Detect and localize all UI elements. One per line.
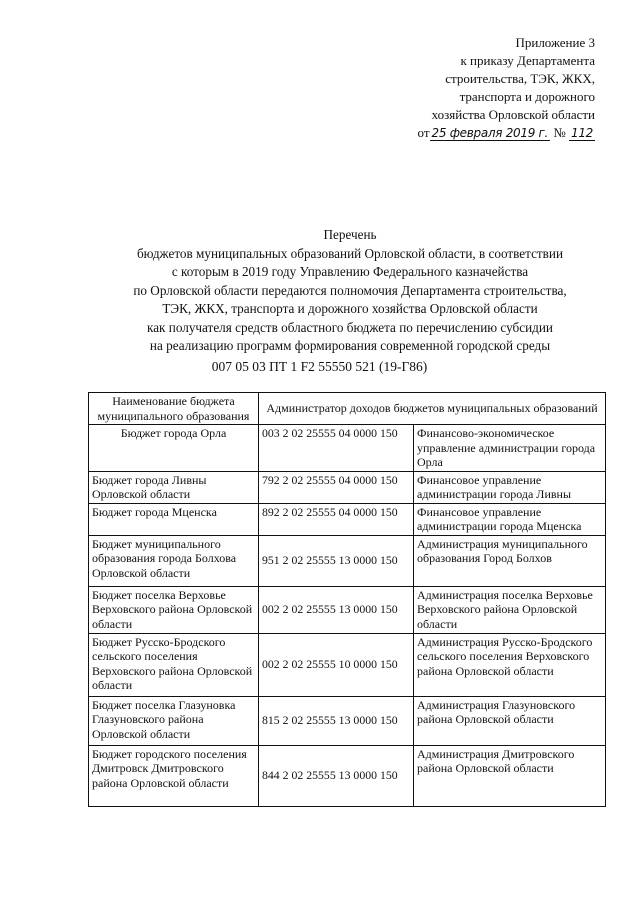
title-line: с которым в 2019 году Управлению Федерального казначейства [171, 264, 529, 279]
order-date-line [418, 124, 595, 142]
revenue-code-cell: 844 2 02 25555 13 0000 150 [259, 745, 414, 806]
table-row [89, 586, 606, 633]
administrator-cell: Администрация поселка Верховье Верховского района Орловской области [414, 586, 606, 633]
appendix-line: строительства, ТЭК, ЖКХ, [445, 71, 595, 86]
administrator-cell: Администрация муниципального образования Город Болхов [414, 535, 606, 586]
table-row [89, 425, 606, 472]
title-line: ТЭК, ЖКХ, транспорта и дорожного хозяйства Орловской области [162, 301, 538, 316]
appendix-line: транспорта и дорожного [459, 89, 595, 104]
header-budget-name: Наименование бюджета муниципального образования [89, 393, 259, 425]
budget-name-cell: Бюджет городского поселения Дмитровск Дмитровского района Орловской области [89, 745, 259, 806]
appendix-line: Приложение 3 [515, 35, 595, 50]
administrator-cell: Администрация Дмитровского района Орловской области [414, 745, 606, 806]
handwritten-number: 112 [570, 126, 593, 140]
number-prefix: № [553, 125, 566, 140]
revenue-code-cell: 815 2 02 25555 13 0000 150 [259, 696, 414, 745]
table-row [89, 696, 606, 745]
table-row [89, 471, 606, 503]
title-line: по Орловской области передаются полномочия Департамента строительства, [133, 282, 567, 298]
budgets-table [88, 392, 606, 807]
title-line: бюджетов муниципальных образований Орловской области, в соответствии [136, 245, 564, 261]
revenue-code-cell: 792 2 02 25555 04 0000 150 [259, 471, 414, 503]
budget-name-cell: Бюджет муниципального образования города Болхова Орловской области [89, 535, 259, 586]
administrator-cell: Финансово-экономическое управление администрации города Орла [414, 425, 606, 472]
appendix-header [418, 34, 595, 142]
revenue-code-cell: 951 2 02 25555 13 0000 150 [259, 535, 414, 586]
header-revenue-administrator: Администратор доходов бюджетов муниципальных образований [259, 393, 606, 425]
table-row [89, 503, 606, 535]
budget-name-cell: Бюджет города Орла [89, 425, 259, 472]
table-row [89, 633, 606, 696]
table-header-row [89, 393, 606, 425]
title-heading: Перечень [323, 227, 377, 242]
budget-name-cell: Бюджет города Ливны Орловской области [89, 471, 259, 503]
handwritten-date: 25 февраля 2019 г. [431, 126, 549, 140]
budget-name-cell: Бюджет поселка Верховье Верховского района Орловской области [89, 586, 259, 633]
revenue-code-cell: 002 2 02 25555 13 0000 150 [259, 586, 414, 633]
table-row [89, 535, 606, 586]
appendix-line: к приказу Департамента [460, 53, 595, 68]
budget-name-cell: Бюджет города Мценска [89, 503, 259, 535]
document-title [70, 226, 630, 356]
administrator-cell: Администрация Глазуновского района Орловской области [414, 696, 606, 745]
revenue-code-cell: 003 2 02 25555 04 0000 150 [259, 425, 414, 472]
administrator-cell: Финансовое управление администрации города Мценска [414, 503, 606, 535]
administrator-cell: Финансовое управление администрации города Ливны [414, 471, 606, 503]
administrator-cell: Администрация Русско-Бродского сельского поселения Верховского района Орловской области [414, 633, 606, 696]
date-prefix: от [417, 125, 430, 140]
budget-classification-code: 007 05 03 ПТ 1 F2 55550 521 (19-Г86) [211, 359, 428, 374]
revenue-code-cell: 892 2 02 25555 04 0000 150 [259, 503, 414, 535]
budget-name-cell: Бюджет Русско-Бродского сельского поселения Верховского района Орловской области [89, 633, 259, 696]
budget-name-cell: Бюджет поселка Глазуновка Глазуновского района Орловской области [89, 696, 259, 745]
appendix-line: хозяйства Орловской области [431, 107, 595, 122]
revenue-code-cell: 002 2 02 25555 10 0000 150 [259, 633, 414, 696]
table-row [89, 745, 606, 806]
title-line: на реализацию программ формирования современной городской среды [149, 338, 551, 353]
title-line: как получателя средств областного бюджета по перечислению субсидии [147, 319, 553, 335]
